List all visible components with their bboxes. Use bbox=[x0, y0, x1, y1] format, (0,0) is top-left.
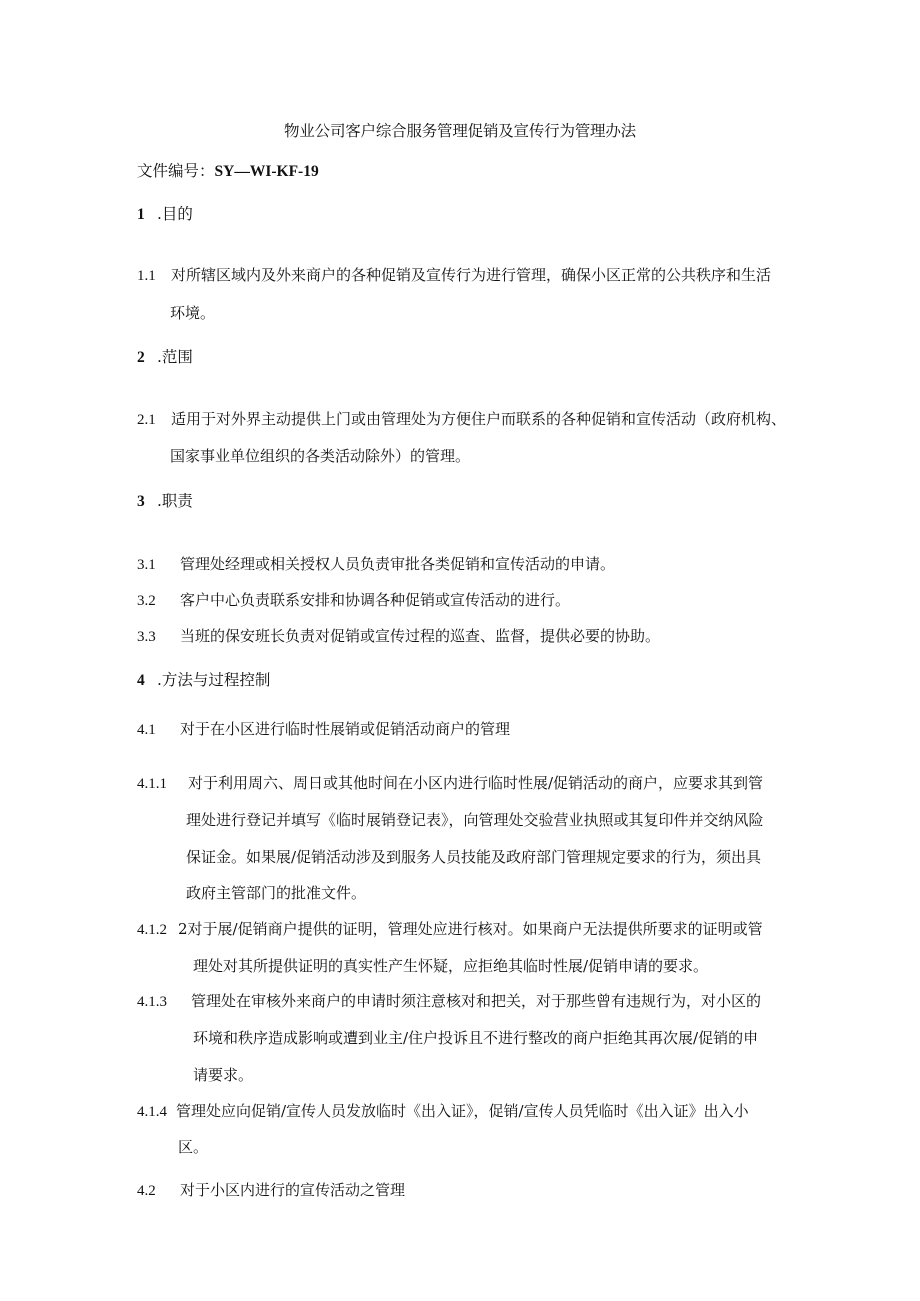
section-heading-responsibilities bbox=[137, 491, 193, 512]
section-number: 2 bbox=[137, 349, 145, 366]
item-number: 4.2 bbox=[137, 1183, 156, 1199]
item-4-1-1 bbox=[137, 773, 763, 794]
item-4-1-1-continuation: 理处进行登记并填写《临时展销登记表》，向管理处交验营业执照或其复印件并交纳风险 bbox=[186, 811, 764, 829]
item-number: 3.3 bbox=[137, 629, 156, 645]
section-number: 1 bbox=[137, 206, 145, 223]
item-4-1-3 bbox=[137, 991, 761, 1012]
item-text: 对于利用周六、周日或其他时间在小区内进行临时性展/促销活动的商户，应要求其到管 bbox=[188, 774, 764, 792]
section-number: 3 bbox=[137, 493, 145, 510]
item-number: 4.1.1 bbox=[137, 776, 167, 792]
section-title: .方法与过程控制 bbox=[157, 671, 271, 689]
item-4-1-2-continuation: 理处对其所提供证明的真实性产生怀疑，应拒绝其临时性展/促销申请的要求。 bbox=[193, 957, 709, 975]
item-3-1 bbox=[137, 554, 615, 575]
item-2-1 bbox=[137, 409, 786, 430]
item-2-1-continuation: 国家事业单位组织的各类活动除外）的管理。 bbox=[170, 447, 471, 465]
item-number: 2.1 bbox=[137, 412, 156, 428]
item-text: 管理处经理或相关授权人员负责审批各类促销和宣传活动的申请。 bbox=[180, 555, 616, 573]
item-number: 4.1.3 bbox=[137, 994, 167, 1010]
item-number: 4.1.4 bbox=[137, 1104, 167, 1120]
section-number: 4 bbox=[137, 672, 145, 689]
item-4-2 bbox=[137, 1180, 405, 1201]
section-title: .范围 bbox=[157, 348, 193, 366]
item-number: 4.1.2 bbox=[137, 922, 167, 938]
item-text: 对于在小区进行临时性展销或促销活动商户的管理 bbox=[180, 720, 511, 738]
item-1-1-continuation: 环境。 bbox=[170, 304, 216, 322]
item-number: 3.2 bbox=[137, 593, 156, 609]
item-text: 对于小区内进行的宣传活动之管理 bbox=[180, 1181, 406, 1199]
document-title: 物业公司客户综合服务管理促销及宣传行为管理办法 bbox=[284, 122, 636, 140]
item-text: 管理处在审核外来商户的申请时须注意核对和把关，对于那些曾有违规行为，对小区的 bbox=[191, 992, 762, 1010]
item-4-1-1-continuation: 保证金。如果展/促销活动涉及到服务人员技能及政府部门管理规定要求的行为，须出具 bbox=[186, 848, 762, 866]
document-number-value: SY—WI-KF-19 bbox=[214, 163, 319, 180]
section-heading-purpose bbox=[137, 204, 193, 225]
item-4-1-4 bbox=[137, 1101, 749, 1122]
item-number: 4.1 bbox=[137, 722, 156, 738]
item-text: 客户中心负责联系安排和协调各种促销或宣传活动的进行。 bbox=[180, 591, 571, 609]
item-4-1-1-continuation: 政府主管部门的批准文件。 bbox=[186, 884, 367, 902]
item-3-3 bbox=[137, 626, 660, 647]
section-title: .目的 bbox=[157, 205, 193, 223]
item-4-1-3-continuation: 环境和秩序造成影响或遭到业主/住户投诉且不进行整改的商户拒绝其再次展/促销的申 bbox=[193, 1029, 759, 1047]
item-text: 当班的保安班长负责对促销或宣传过程的巡查、监督，提供必要的协助。 bbox=[180, 627, 661, 645]
item-text: 管理处应向促销/宣传人员发放临时《出入证》，促销/宣传人员凭临时《出入证》出入小 bbox=[176, 1102, 749, 1120]
item-text: 对所辖区域内及外来商户的各种促销及宣传行为进行管理，确保小区正常的公共秩序和生活 bbox=[171, 266, 772, 284]
section-heading-methods bbox=[137, 670, 270, 691]
item-1-1 bbox=[137, 265, 771, 286]
item-4-1-4-continuation: 区。 bbox=[178, 1138, 209, 1156]
document-number-label: 文件编号： bbox=[137, 162, 215, 180]
item-4-1-2 bbox=[137, 919, 763, 940]
item-number: 3.1 bbox=[137, 557, 156, 573]
item-text: 2对于展/促销商户提供的证明，管理处应进行核对。如果商户无法提供所要求的证明或管 bbox=[178, 920, 763, 938]
document-number bbox=[137, 161, 319, 182]
item-text: 适用于对外界主动提供上门或由管理处为方便住户而联系的各种促销和宣传活动（政府机构、 bbox=[171, 410, 787, 428]
section-heading-scope bbox=[137, 347, 193, 368]
section-title: .职责 bbox=[157, 492, 193, 510]
item-number: 1.1 bbox=[137, 268, 156, 284]
item-3-2 bbox=[137, 590, 570, 611]
item-4-1-3-continuation: 请要求。 bbox=[193, 1066, 254, 1084]
item-4-1 bbox=[137, 719, 510, 740]
